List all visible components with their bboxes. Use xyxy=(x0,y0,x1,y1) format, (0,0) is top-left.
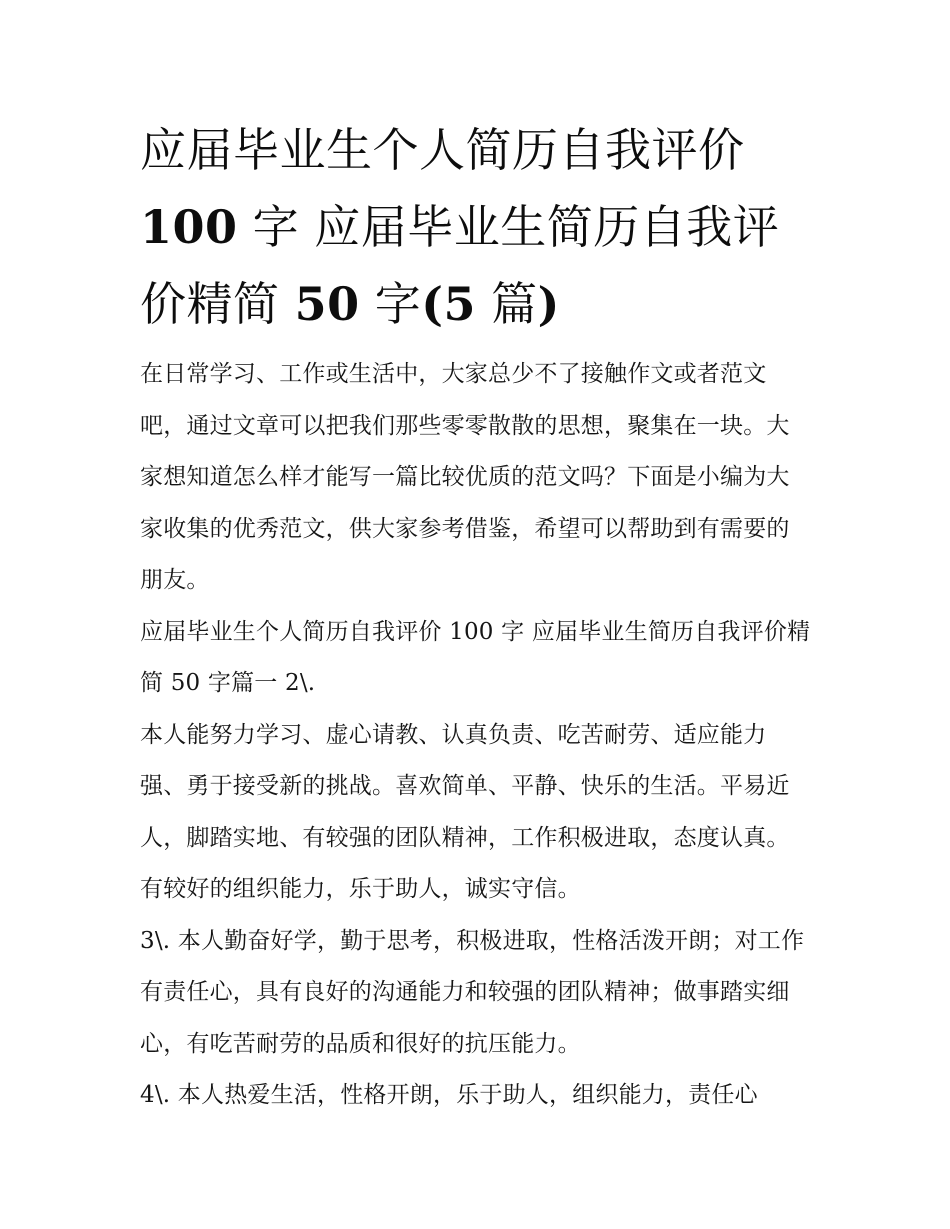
title-part: 50 xyxy=(294,277,360,331)
title-part: (5 xyxy=(421,277,477,331)
document-title xyxy=(140,112,812,343)
intro-paragraph: 在日常学习、工作或生活中，大家总少不了接触作文或者范文吧，通过文章可以把我们那些零零散散的思想，聚集在一块。大家想知道怎么样才能写一篇比较优质的范文吗？下面是小编为大家收集的优秀范文，供大家参考借鉴，希望可以帮助到有需要的朋友。 xyxy=(140,361,790,593)
body-paragraph: 4\. 本人热爱生活，性格开朗，乐于助人，组织能力，责任心 xyxy=(140,1082,758,1108)
title-part: 应届毕业生个人简历自我评价 xyxy=(140,123,745,177)
title-part: ) xyxy=(537,277,560,331)
title-part: 字 xyxy=(359,277,422,331)
title-part: 100 xyxy=(140,200,238,254)
body-paragraph: 3\. 本人勤奋好学，勤于思考，积极进取，性格活泼开朗；对工作有责任心，具有良好的沟通能力和较强的团队精神；做事踏实细心，有吃苦耐劳的品质和很好的抗压能力。 xyxy=(140,927,805,1057)
section-heading: 应届毕业生个人简历自我评价 100 字 应届毕业生简历自我评价精简 50 字篇一 2\. xyxy=(140,618,811,696)
title-part: 篇 xyxy=(476,277,538,331)
body-paragraph: 本人能努力学习、虚心请教、认真负责、吃苦耐劳、适应能力强、勇于接受新的挑战。喜欢简单、平静、快乐的生活。平易近人，脚踏实地、有较强的团队精神，工作积极进取，态度认真。有较好的组织能力，乐于助人，诚实守信。 xyxy=(140,721,790,902)
title-part: 字 应届毕业生简历自我评价精简 xyxy=(140,200,780,331)
document-page xyxy=(140,112,812,1122)
